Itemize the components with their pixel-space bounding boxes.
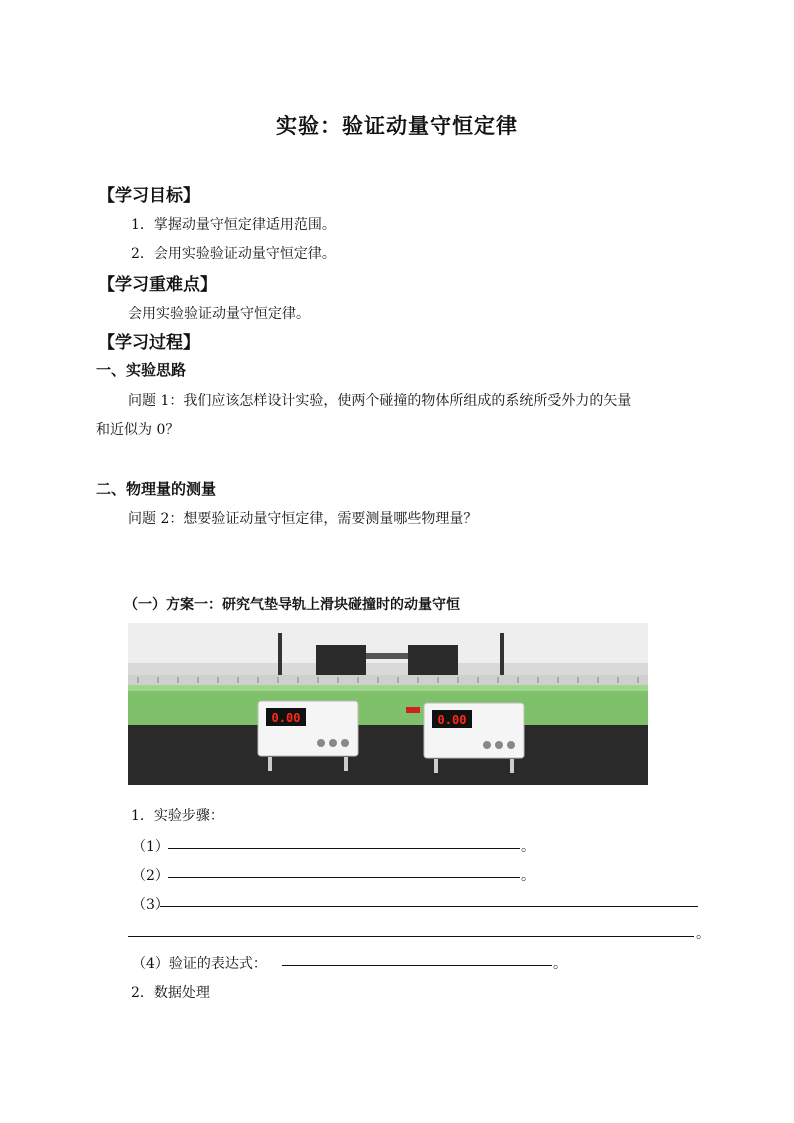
timer-right-display: 0.00 [437, 713, 467, 727]
goal-item-2: 2．会用实验验证动量守恒定律。 [131, 246, 336, 262]
air-track-photo [128, 623, 648, 785]
step-1-blank [168, 848, 520, 849]
step-2-label: （2） [132, 868, 169, 884]
step-2-period: 。 [521, 868, 535, 884]
steps-label: 1．实验步骤： [131, 808, 224, 824]
step-3-blank-line2 [128, 936, 694, 937]
part2-heading: 二、物理量的测量 [96, 480, 217, 498]
question-2: 问题 2：想要验证动量守恒定律，需要测量哪些物理量？ [128, 511, 478, 527]
goal-item-1: 1．掌握动量守恒定律适用范围。 [131, 217, 336, 233]
question-1-line1: 问题 1：我们应该怎样设计实验，使两个碰撞的物体所组成的系统所受外力的矢量 [128, 393, 632, 409]
key-points-heading: 【学习重难点】 [98, 275, 217, 295]
step-3-blank-line1 [160, 906, 698, 907]
key-points-text: 会用实验验证动量守恒定律。 [128, 306, 310, 322]
part1-heading: 一、实验思路 [96, 361, 187, 379]
goals-heading: 【学习目标】 [98, 186, 200, 206]
plan1-heading: （一）方案一：研究气垫导轨上滑块碰撞时的动量守恒 [124, 597, 460, 613]
step-2-blank [168, 877, 520, 878]
step-3-period: 。 [696, 926, 710, 942]
step-4-period: 。 [553, 956, 567, 972]
question-1-line2: 和近似为 0？ [96, 422, 180, 438]
page-title: 实验：验证动量守恒定律 [276, 113, 518, 138]
step-4-label: （4）验证的表达式： [132, 956, 267, 972]
step-1-label: （1） [132, 839, 169, 855]
step-1-period: 。 [521, 839, 535, 855]
step-4-blank [282, 965, 552, 966]
process-heading: 【学习过程】 [98, 333, 200, 353]
step-3-label: （3） [132, 897, 169, 913]
data-processing-label: 2．数据处理 [131, 985, 210, 1001]
timer-left-display: 0.00 [271, 711, 301, 725]
